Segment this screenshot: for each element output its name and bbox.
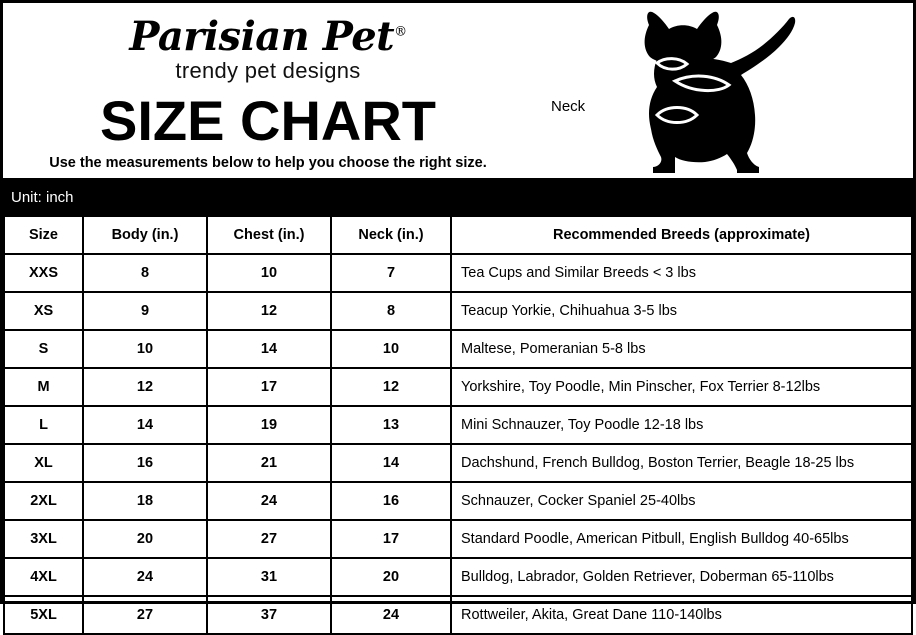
cell-body: 14 (83, 406, 207, 444)
table-row (4, 330, 912, 368)
brand-tagline: trendy pet designs (175, 58, 361, 83)
cell-breeds: Yorkshire, Toy Poodle, Min Pinscher, Fox Terrier 8-12lbs (451, 368, 912, 406)
cell-neck: 12 (331, 368, 451, 406)
registered-mark-icon: ® (394, 24, 407, 40)
column-header-chest: Chest (in.) (207, 216, 331, 254)
cell-size: M (4, 368, 83, 406)
cell-body: 12 (83, 368, 207, 406)
cell-neck: 8 (331, 292, 451, 330)
cell-size: XL (4, 444, 83, 482)
table-header-row (4, 216, 912, 254)
cell-breeds: Bulldog, Labrador, Golden Retriever, Doberman 65-110lbs (451, 558, 912, 596)
cell-size: 2XL (4, 482, 83, 520)
cell-breeds: Standard Poodle, American Pitbull, English Bulldog 40-65lbs (451, 520, 912, 558)
cell-body: 9 (83, 292, 207, 330)
cell-size: S (4, 330, 83, 368)
dog-silhouette-icon (553, 7, 853, 175)
table-row (4, 406, 912, 444)
cell-breeds: Dachshund, French Bulldog, Boston Terrier, Beagle 18-25 lbs (451, 444, 912, 482)
cell-neck: 14 (331, 444, 451, 482)
cell-neck: 24 (331, 596, 451, 634)
cell-breeds: Rottweiler, Akita, Great Dane 110-140lbs (451, 596, 912, 634)
brand-block (3, 3, 533, 171)
column-header-neck: Neck (in.) (331, 216, 451, 254)
cell-chest: 21 (207, 444, 331, 482)
label-chest: Chest (663, 138, 703, 155)
cell-neck: 20 (331, 558, 451, 596)
table-row (4, 444, 912, 482)
cell-breeds: Tea Cups and Similar Breeds < 3 lbs (451, 254, 912, 292)
brand-name-text: Parisian Pet (129, 13, 395, 60)
cell-body: 27 (83, 596, 207, 634)
unit-bar: Unit: inch (3, 181, 913, 215)
cell-size: L (4, 406, 83, 444)
cell-neck: 17 (331, 520, 451, 558)
cell-size: 3XL (4, 520, 83, 558)
cell-breeds: Maltese, Pomeranian 5-8 lbs (451, 330, 912, 368)
cell-body: 10 (83, 330, 207, 368)
cell-chest: 27 (207, 520, 331, 558)
cell-chest: 19 (207, 406, 331, 444)
cell-neck: 10 (331, 330, 451, 368)
column-header-breeds: Recommended Breeds (approximate) (451, 216, 912, 254)
label-body: Body (670, 41, 705, 58)
cell-breeds: Schnauzer, Cocker Spaniel 25-40lbs (451, 482, 912, 520)
table-body (4, 254, 912, 634)
cell-size: 5XL (4, 596, 83, 634)
document-header (3, 3, 913, 181)
table-row (4, 558, 912, 596)
table-row (4, 368, 912, 406)
cell-chest: 14 (207, 330, 331, 368)
cell-body: 18 (83, 482, 207, 520)
cell-neck: 16 (331, 482, 451, 520)
cell-size: XS (4, 292, 83, 330)
cell-breeds: Mini Schnauzer, Toy Poodle 12-18 lbs (451, 406, 912, 444)
column-header-body: Body (in.) (83, 216, 207, 254)
cell-body: 16 (83, 444, 207, 482)
size-table (3, 215, 913, 635)
cell-size: XXS (4, 254, 83, 292)
cell-body: 24 (83, 558, 207, 596)
cell-body: 8 (83, 254, 207, 292)
cell-chest: 24 (207, 482, 331, 520)
column-header-size: Size (4, 216, 83, 254)
table-row (4, 520, 912, 558)
label-neck: Neck (551, 98, 586, 115)
cell-chest: 31 (207, 558, 331, 596)
cell-size: 4XL (4, 558, 83, 596)
cell-chest: 12 (207, 292, 331, 330)
cell-chest: 17 (207, 368, 331, 406)
cell-chest: 10 (207, 254, 331, 292)
cell-chest: 37 (207, 596, 331, 634)
cell-body: 20 (83, 520, 207, 558)
table-row (4, 292, 912, 330)
instruction-text: Use the measurements below to help you choose the right size. (49, 155, 487, 171)
dog-illustration (533, 3, 913, 175)
brand-name (129, 13, 406, 60)
table-row (4, 254, 912, 292)
cell-breeds: Teacup Yorkie, Chihuahua 3-5 lbs (451, 292, 912, 330)
table-header (4, 216, 912, 254)
table-row (4, 596, 912, 634)
cell-neck: 7 (331, 254, 451, 292)
page-title: SIZE CHART (100, 89, 436, 152)
cell-neck: 13 (331, 406, 451, 444)
table-row (4, 482, 912, 520)
